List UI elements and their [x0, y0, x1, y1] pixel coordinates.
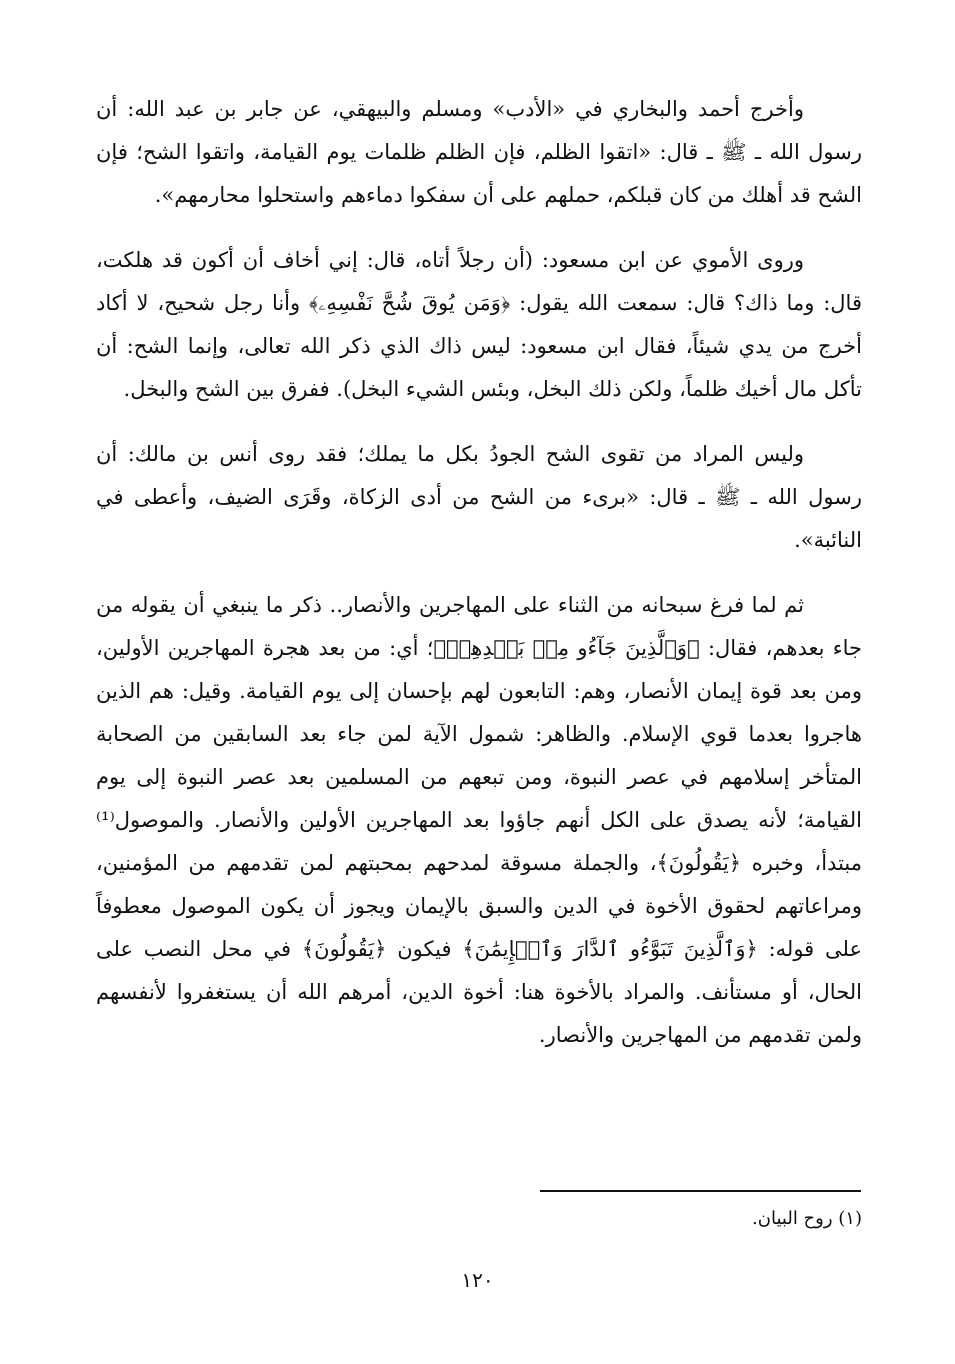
paragraph-3: وليس المراد من تقوى الشح الجودُ بكل ما يملك؛ فقد روى أنس بن مالك: أن رسول الله ـ ﷺ ـ قال: «برىء من الشح من أدى الزكاة، وقَرَى الضيف، وأعطى في النائبة». — [96, 442, 862, 552]
page-body — [96, 88, 862, 1057]
paragraph-2: وروى الأموي عن ابن مسعود: (أن رجلاً أتاه، قال: إني أخاف أن أكون قد هلكت، قال: وما ذاك؟ قال: سمعت الله يقول: ﴿وَمَن يُوقَ شُحَّ نَفْسِهِۦ﴾ وأنا رجل شحيح، لا أكاد أخرج من يدي شيئاً، فقال ابن مسعود: ليس ذاك الذي ذكر الله تعالى، وإنما الشح: أن تأكل مال أخيك ظلماً، ولكن ذلك البخل، وبئس الشيء البخل). ففرق بين الشح والبخل. — [96, 248, 862, 401]
page-number: ١٢٠ — [461, 1268, 494, 1292]
footnote-separator — [540, 1190, 861, 1192]
footnote: (١) روح البيان. — [752, 1208, 862, 1229]
paragraph-1: وأخرج أحمد والبخاري في «الأدب» ومسلم والبيهقي، عن جابر بن عبد الله: أن رسول الله ـ ﷺ ـ قال: «اتقوا الظلم، فإن الظلم ظلمات يوم القيامة، واتقوا الشح؛ فإن الشح قد أهلك من كان قبلكم، حملهم على أن سفكوا دماءهم واستحلوا محارمهم». — [96, 97, 862, 207]
paragraph-4: ثم لما فرغ سبحانه من الثناء على المهاجرين والأنصار.. ذكر ما ينبغي أن يقوله من جاء بعدهم، فقال: ﴿وَٱلَّذِينَ جَآءُو مِنۢ بَعۡدِهِمۡ﴾؛ أي: من بعد هجرة المهاجرين الأولين، ومن بعد قوة إيمان الأنصار، وهم: التابعون لهم بإحسان إلى يوم القيامة. وقيل: هم الذين هاجروا بعدما قوي الإسلام. والظاهر: شمول الآية لمن جاء بعد السابقين من الصحابة المتأخر إسلامهم في عصر النبوة، ومن تبعهم من المسلمين بعد عصر النبوة إلى يوم القيامة؛ لأنه يصدق على الكل أنهم جاؤوا بعد المهاجرين الأولين والأنصار. والموصول⁽¹⁾ مبتدأ، وخبره ﴿يَقُولُونَ﴾، والجملة مسوقة لمدحهم بمحبتهم لمن تقدمهم من المؤمنين، ومراعاتهم لحقوق الأخوة في الدين والسبق بالإيمان ويجوز أن يكون الموصول معطوفاً على قوله: ﴿وَٱلَّذِينَ تَبَوَّءُو ٱلدَّارَ وَٱلۡإِيمَٰنَ﴾ فيكون ﴿يَقُولُونَ﴾ في محل النصب على الحال، أو مستأنف. والمراد بالأخوة هنا: أخوة الدين، أمرهم الله أن يستغفروا لأنفسهم ولمن تقدمهم من المهاجرين والأنصار. — [96, 593, 862, 1047]
